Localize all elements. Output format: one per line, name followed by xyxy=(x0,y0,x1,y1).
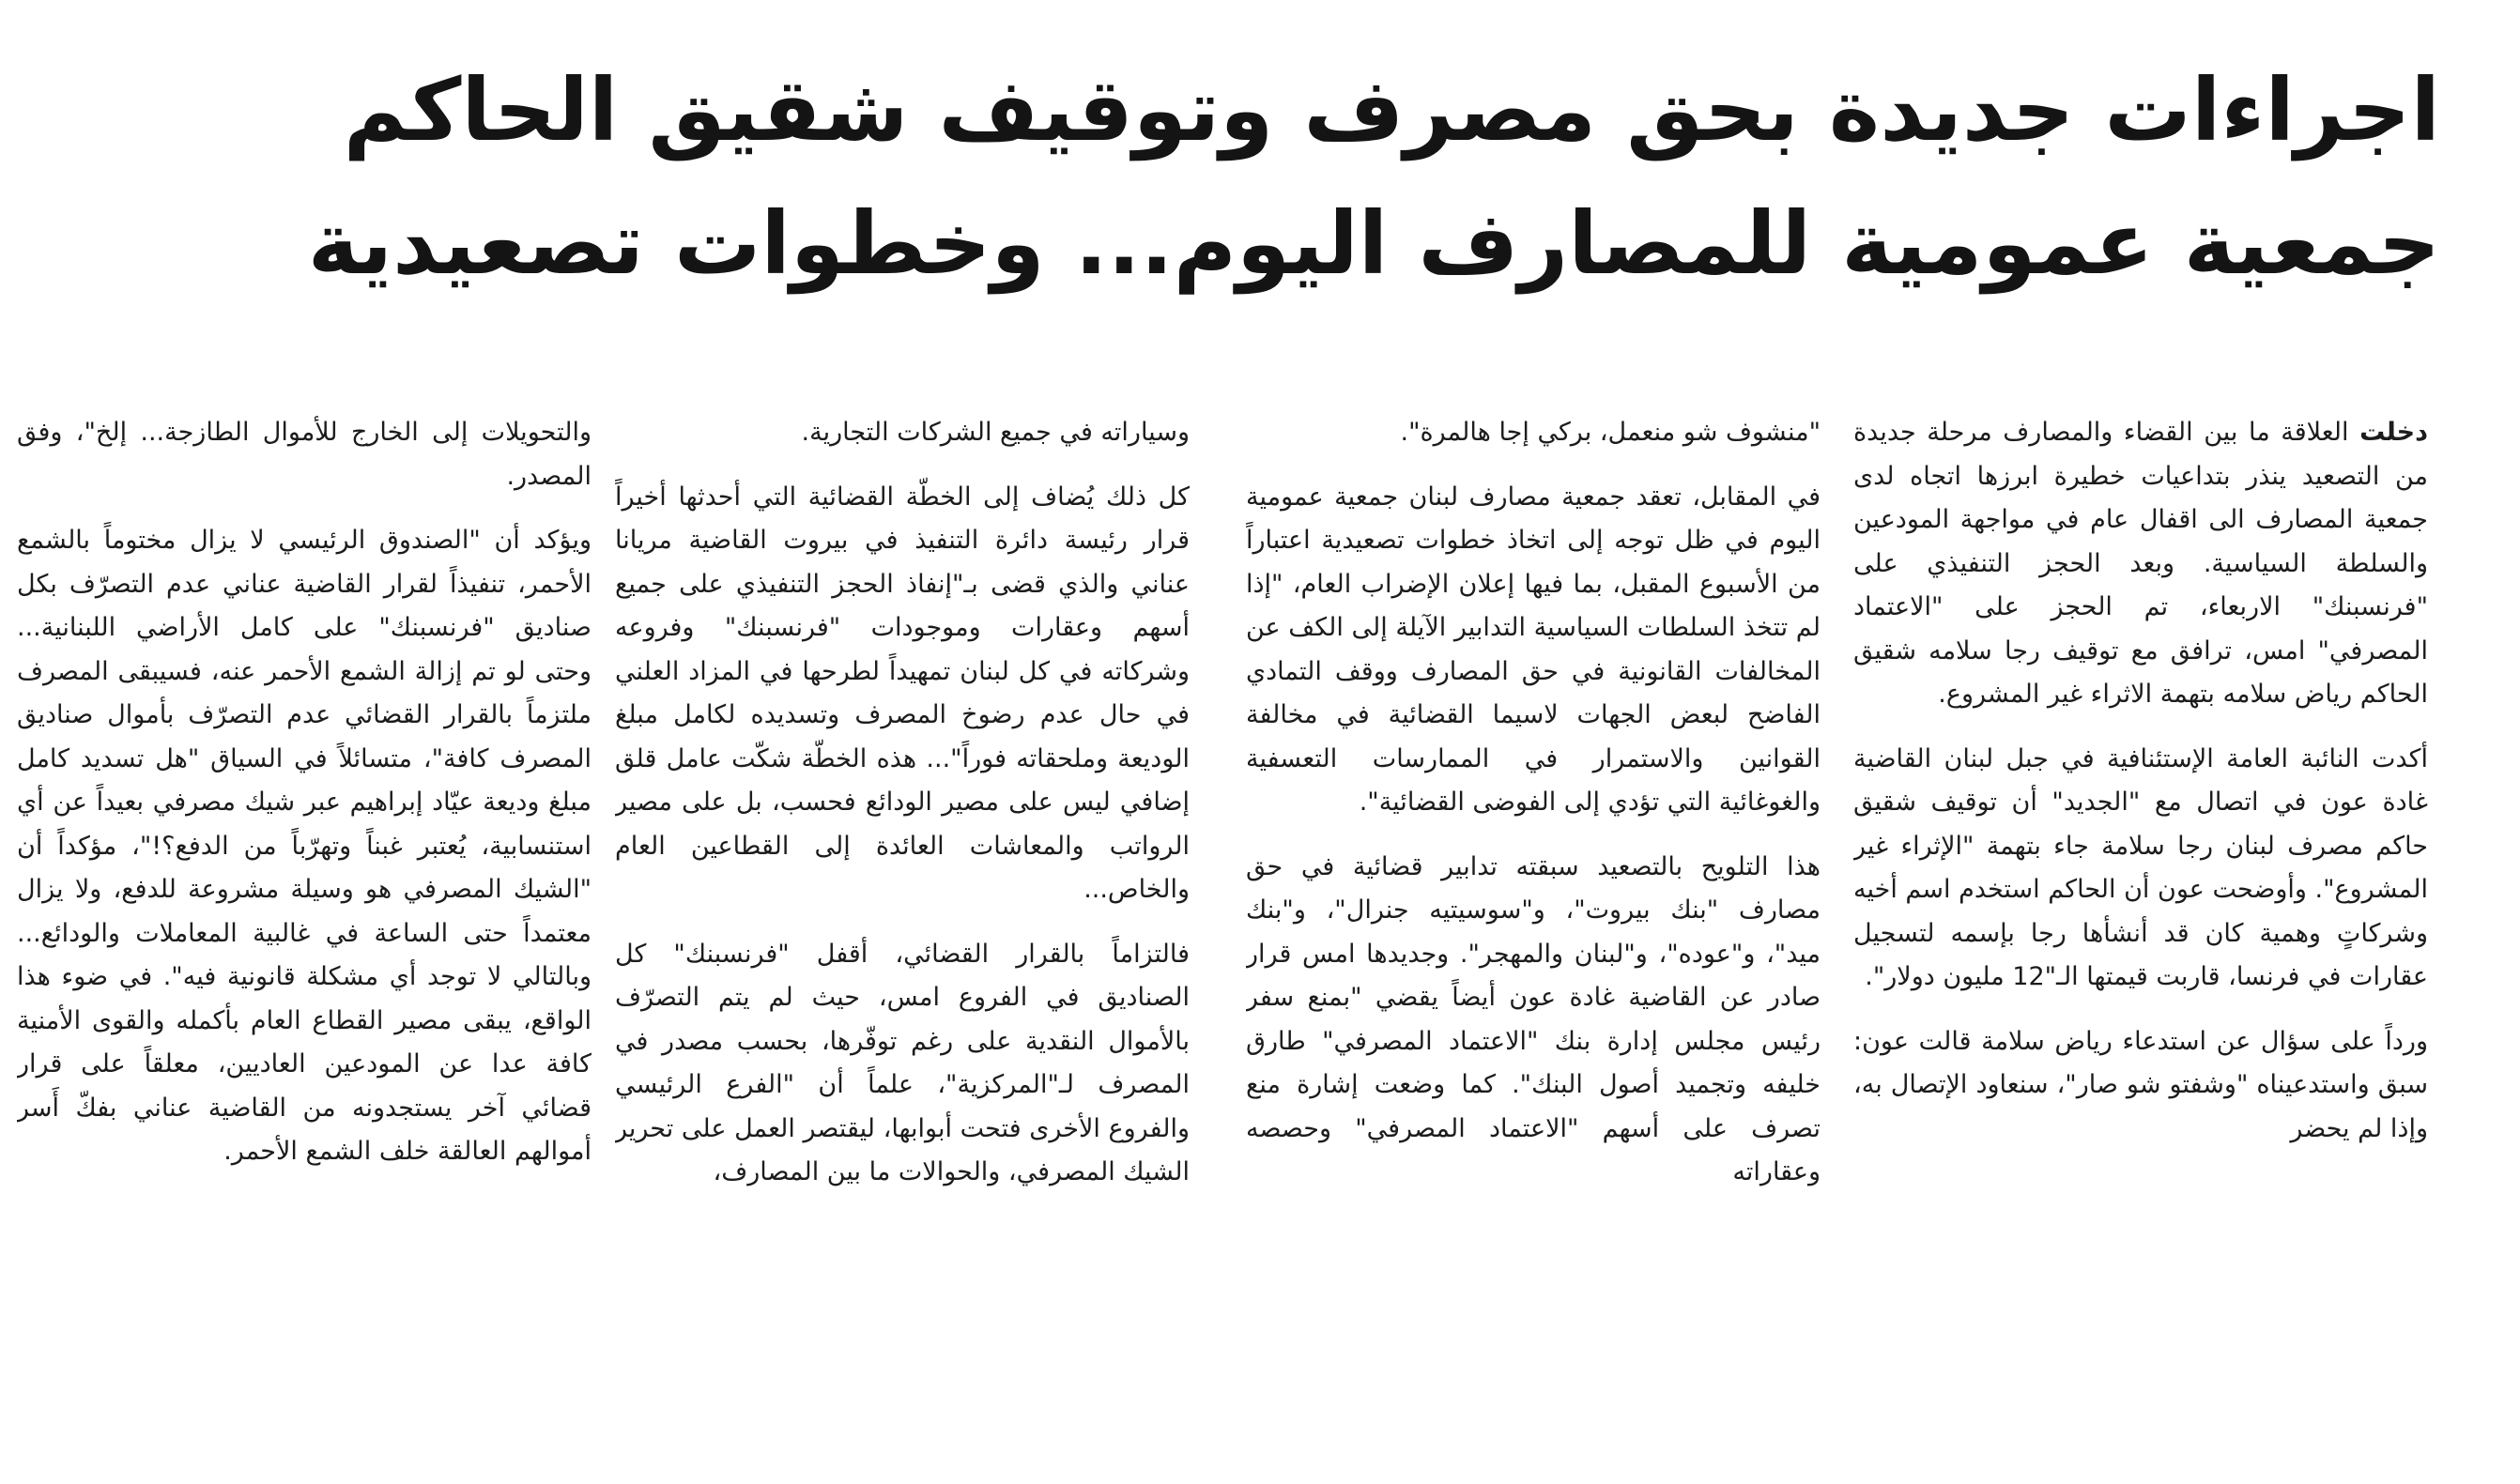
article-column-4 xyxy=(17,411,592,1444)
article-column-3 xyxy=(615,411,1190,1444)
article-column-1 xyxy=(1853,411,2428,1444)
article-paragraph: فالتزاماً بالقرار القضائي، أقفل "فرنسبنك" كل الصناديق في الفروع امس، حيث لم يتم التصرّف بالأموال النقدية على رغم توفّرها، بحسب مصدر في المصرف لـ"المركزية"، علماً أن "الفرع الرئيسي والفروع الأخرى فتحت أبوابها، ليقتصر العمل على تحرير الشيك المصرفي، والحوالات ما بين المصارف، xyxy=(615,939,1190,1186)
article-paragraph: كل ذلك يُضاف إلى الخطّة القضائية التي أحدثها أخيراً قرار رئيسة دائرة التنفيذ في بيروت القاضية مريانا عناني والذي قضى بـ"إنفاذ الحجز التنفيذي على جميع أسهم وعقارات وموجودات "فرنسبنك" وفروعه وشركاته في كل لبنان تمهيداً لطرحها في المزاد العلني في حال عدم رضوخ المصرف وتسديده لكامل مبلغ الوديعة وملحقاته فوراً"... هذه الخطّة شكّت عامل قلق إضافي ليس على مصير الودائع فحسب، بل على مصير الرواتب والمعاشات العائدة إلى القطاعين العام والخاص... xyxy=(615,482,1190,904)
article-paragraph: هذا التلويح بالتصعيد سبقته تدابير قضائية في حق مصارف "بنك بيروت"، و"سوسيتيه جنرال"، و"بنك ميد"، و"عوده"، و"لبنان والمهجر". وجديدها امس قرار صادر عن القاضية غادة عون أيضاً يقضي "بمنع سفر رئيس مجلس إدارة بنك "الاعتماد المصرفي" طارق خليفه وتجميد أصول البنك". كما وضعت إشارة منع تصرف على أسهم "الاعتماد المصرفي" وحصصه وعقاراته xyxy=(1246,851,1821,1186)
article-paragraph: أكدت النائبة العامة الإستئنافية في جبل لبنان القاضية غادة عون في اتصال مع "الجديد" أن توقيف شقيق حاكم مصرف لبنان رجا سلامة جاء بتهمة "الإثراء غير المشروع". وأوضحت عون أن الحاكم استخدم اسم أخيه وشركاتٍ وهمية كان قد أنشأها رجا بإسمه لتسجيل عقارات في فرنسا، قاربت قيمتها الـ"12 مليون دولار". xyxy=(1853,743,2428,991)
lead-word: دخلت xyxy=(2359,418,2428,447)
article-paragraph: ورداً على سؤال عن استدعاء رياض سلامة قالت عون: سبق واستدعيناه "وشفتو شو صار"، سنعاود الإتصال به، وإذا لم يحضر xyxy=(1853,1026,2428,1143)
article-paragraph: "منشوف شو منعمل، بركي إجا هالمرة". xyxy=(1400,418,1821,447)
article-column-2 xyxy=(1246,411,1821,1444)
headline-line-1: اجراءات جديدة بحق مصرف وتوقيف شقيق الحاكم xyxy=(343,60,2440,161)
paragraph-text: العلاقة ما بين القضاء والمصارف مرحلة جديدة من التصعيد ينذر بتداعيات خطيرة ابرزها اتجاه لدى جمعية المصارف الى اقفال عام في مواجهة المودعين والسلطة السياسية. وبعد الحجز التنفيذي على "فرنسبنك" الاربعاء، تم الحجز على "الاعتماد المصرفي" امس، ترافق مع توقيف رجا سلامه شقيق الحاكم رياض سلامه بتهمة الاثراء غير المشروع. xyxy=(1853,418,2428,709)
article-paragraph: ويؤكد أن "الصندوق الرئيسي لا يزال مختوماً بالشمع الأحمر، تنفيذاً لقرار القاضية عناني عدم التصرّف بكل صناديق "فرنسبنك" على كامل الأراضي اللبنانية... وحتى لو تم إزالة الشمع الأحمر عنه، فسيبقى المصرف ملتزماً بالقرار القضائي عدم التصرّف بأموال صناديق المصرف كافة"، متسائلاً في السياق "هل تسديد كامل مبلغ وديعة عيّاد إبراهيم عبر شيك مصرفي بعيداً عن أي استنسابية، يُعتبر غبناً وتهرّباً من الدفع؟!"، مؤكداً أن "الشيك المصرفي هو وسيلة مشروعة للدفع، ولا يزال معتمداً حتى الساعة في غالبية المعاملات والودائع... وبالتالي لا توجد أي مشكلة قانونية فيه". في ضوء هذا الواقع، يبقى مصير القطاع العام بأكمله والقوى الأمنية كافة عدا عن المودعين العاديين، معلقاً على قرار قضائي آخر يستجدونه من القاضية عناني بفكّ أَسر أموالهم العالقة خلف الشمع الأحمر. xyxy=(17,526,592,1166)
article-paragraph: في المقابل، تعقد جمعية مصارف لبنان جمعية عمومية اليوم في ظل توجه إلى اتخاذ خطوات تصعيدية اعتباراً من الأسبوع المقبل، بما فيها إعلان الإضراب العام، "إذا لم تتخذ السلطات السياسية التدابير الآيلة إلى الكف عن المخالفات القانونية في حق المصارف ووقف التمادي الفاضح لبعض الجهات لاسيما القضائية في مخالفة القوانين والاستمرار في الممارسات التعسفية والغوغائية التي تؤدي إلى الفوضى القضائية". xyxy=(1246,482,1821,817)
article-paragraph: والتحويلات إلى الخارج للأموال الطازجة... إلخ"، وفق المصدر. xyxy=(17,418,592,491)
headline-line-2: جمعية عمومية للمصارف اليوم... وخطوات تصعيدية xyxy=(307,193,2440,294)
article-paragraph xyxy=(1853,411,2428,717)
article-paragraph: وسياراته في جميع الشركات التجارية. xyxy=(801,418,1190,447)
